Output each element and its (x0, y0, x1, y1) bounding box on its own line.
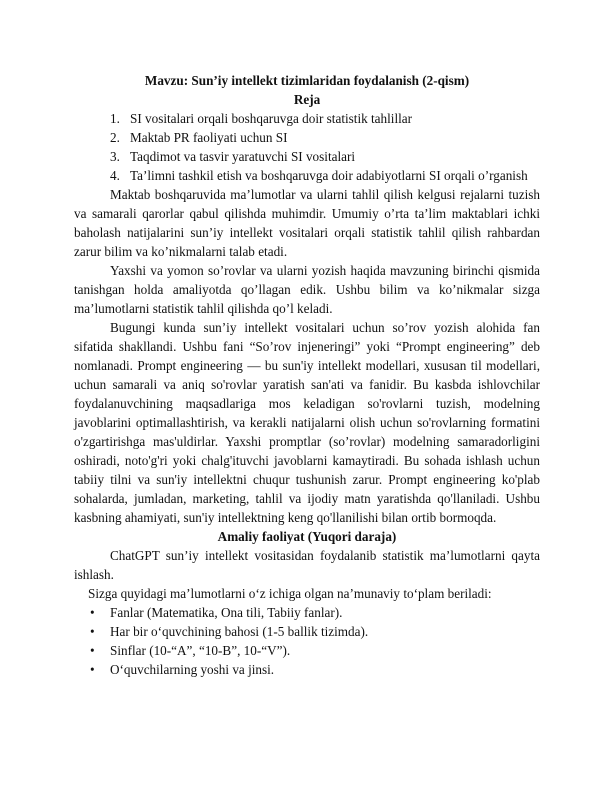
plan-list (74, 109, 540, 185)
plan-item-number: 4. (110, 168, 120, 183)
data-intro: Sizga quyidagi ma’lumotlarni o‘z ichiga olgan na’munaviy to‘plam beriladi: (88, 586, 492, 601)
plan-item-text: SI vositalari orqali boshqaruvga doir statistik tahlillar (130, 111, 413, 126)
bullet-text: O‘quvchilarning yoshi va jinsi. (110, 662, 275, 677)
plan-item (74, 166, 540, 185)
practice-paragraph: ChatGPT sun’iy intellekt vositasidan foydalanib statistik ma’lumotlarni qayta ishlash. (74, 548, 540, 582)
plan-item (74, 147, 540, 166)
plan-item (74, 109, 540, 128)
document-content (74, 68, 540, 679)
document-title: Mavzu: Sun’iy intellekt tizimlaridan foydalanish (2-qism) (144, 73, 470, 88)
body-paragraph: Yaxshi va yomon so’rovlar va ularni yozish haqida mavzuning birinchi qismida tanishgan holda amaliyotda qo’llagan edik. Ushbu bilim va ko’nikmalar sizga ma’lumotlarni statistik tahlil qilishda qo’l keladi. (74, 263, 540, 316)
bullet-icon: • (90, 624, 95, 639)
bullet-text: Har bir o‘quvchining bahosi (1-5 ballik tizimda). (110, 624, 369, 639)
bullet-item (74, 603, 540, 622)
bullet-item (74, 660, 540, 679)
plan-item-number: 2. (110, 130, 120, 145)
bullet-item (74, 641, 540, 660)
bullet-item (74, 622, 540, 641)
data-bullet-list (74, 603, 540, 679)
body-paragraph: Maktab boshqaruvida ma’lumotlar va ularni tahlil qilish kelgusi rejalarni tuzish va samarali qarorlar qabul qilishda muhimdir. Umumiy o’rta ta’lim maktablari ichki baholash natijalarini sun’iy intellekt vositalari orqali statistik tahlil qilish rahbardan zarur bilim va ko’nikmalarni talab etadi. (74, 187, 540, 259)
plan-item-text: Ta’limni tashkil etish va boshqaruvga doir adabiyotlarni SI orqali o’rganish (130, 168, 528, 183)
bullet-text: Sinflar (10-“A”, “10-B”, 10-“V”). (110, 643, 291, 658)
plan-item-text: Taqdimot va tasvir yaratuvchi SI vositalari (130, 149, 356, 164)
plan-item-number: 1. (110, 111, 120, 126)
plan-heading: Reja (293, 92, 321, 107)
bullet-icon: • (90, 643, 95, 658)
section-heading: Amaliy faoliyat (Yuqori daraja) (217, 529, 397, 544)
plan-item (74, 128, 540, 147)
plan-item-text: Maktab PR faoliyati uchun SI (130, 130, 288, 145)
bullet-icon: • (90, 662, 95, 677)
body-paragraph: Bugungi kunda sun’iy intellekt vositalari uchun so’rov yozish alohida fan sifatida shakllandi. Ushbu fani “So’rov injeneringi” yoki “Prompt engineering” deb nomlanadi. Prompt engineering — bu sun'iy intellekt modellari, xususan til modellari, uchun samarali va aniq so'rovlar yaratish san'ati va fanidir. Bu kasbda ishlovchilar foydalanuvchining maqsadlariga mos keladigan so'rovlarni tuzish, modelning javoblarini optimallashtirish, va kerakli natijalarni olish uchun so'rovlarning formatini o'zgartirishga mas'uldirlar. Yaxshi promptlar (so’rovlar) modelning samaradorligini oshiradi, noto'g'ri yoki chalg'ituvchi javoblarni kamaytiradi. Bu sohada ishlash uchun tabiiy tilni va sun'iy intellektni chuqur tushunish zarur. Prompt engineering ko'plab sohalarda, jumladan, marketing, tahlil va ijodiy matn yaratishda qo'llaniladi. Ushbu kasbning ahamiyati, sun'iy intellektning keng qo'llanilishi bilan ortib bormoqda. (74, 320, 540, 525)
bullet-icon: • (90, 605, 95, 620)
plan-item-number: 3. (110, 149, 120, 164)
bullet-text: Fanlar (Matematika, Ona tili, Tabiiy fanlar). (110, 605, 343, 620)
